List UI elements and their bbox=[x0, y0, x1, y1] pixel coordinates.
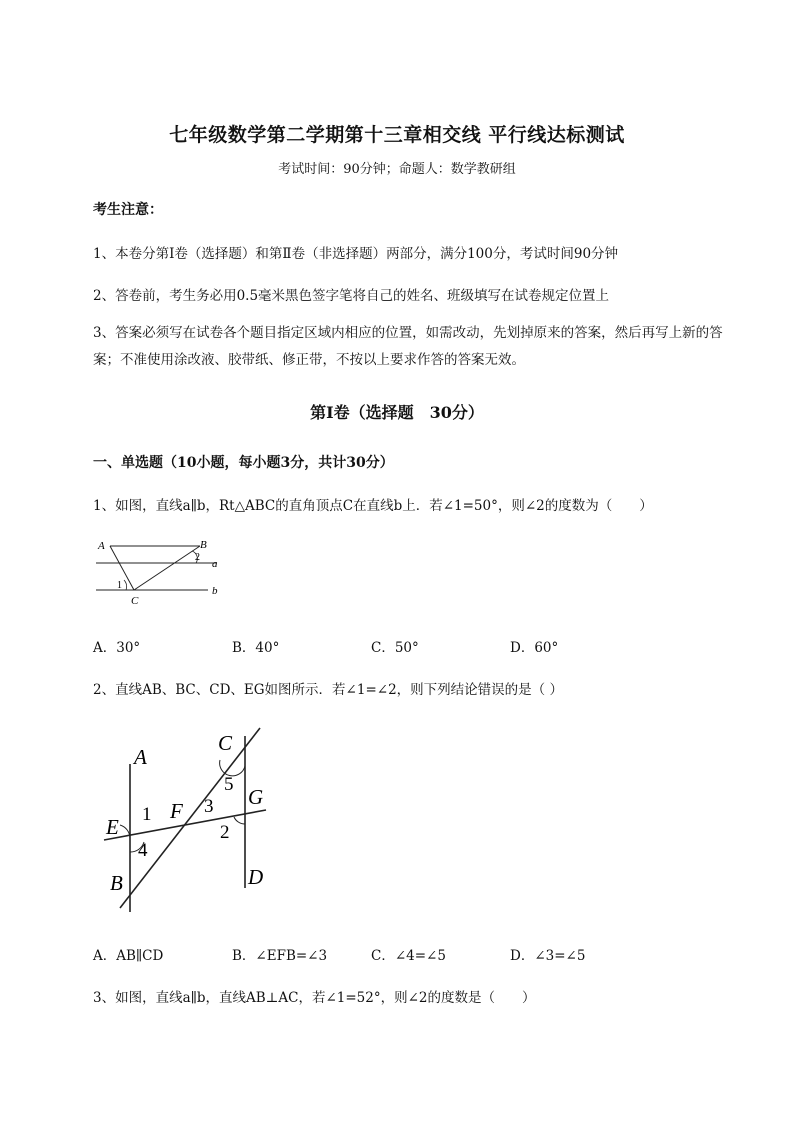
label-angle-2: 2 bbox=[195, 552, 200, 563]
label-B: B bbox=[110, 871, 123, 895]
label-angle-3: 3 bbox=[204, 796, 214, 817]
label-angle-5: 5 bbox=[224, 774, 234, 795]
label-a: a bbox=[212, 558, 218, 570]
label-D: D bbox=[248, 865, 264, 889]
section-title: 第Ⅰ卷（选择题 30分） bbox=[310, 403, 484, 422]
label-G: G bbox=[248, 785, 264, 809]
exam-info: 考试时间：90分钟；命题人：数学教研组 bbox=[278, 162, 516, 177]
question-1-figure bbox=[88, 532, 228, 610]
question-3-stem: 3、如图，直线a∥b，直线AB⊥AC，若∠1=52°，则∠2的度数是（ ） bbox=[93, 990, 536, 1006]
label-E: E bbox=[106, 815, 119, 839]
notice-item: 2、答卷前，考生务必用0.5毫米黑色签字笔将自己的姓名、班级填写在试卷规定位置上 bbox=[93, 288, 610, 304]
q1-option-d: D．60° bbox=[510, 640, 559, 656]
label-F: F bbox=[170, 799, 183, 823]
notice-item: 3、答案必须写在试卷各个题目指定区域内相应的位置，如需改动，先划掉原来的答案，然后再写上新的答案；不准使用涂改液、胶带纸、修正带，不按以上要求作答的答案无效。 bbox=[93, 325, 723, 368]
notice-heading: 考生注意： bbox=[93, 202, 163, 218]
label-C: C bbox=[218, 731, 233, 755]
q1-option-c: C．50° bbox=[371, 640, 419, 656]
label-angle-2: 2 bbox=[220, 822, 230, 843]
label-B: B bbox=[200, 539, 207, 551]
question-2-figure bbox=[100, 722, 280, 922]
q2-option-b: B．∠EFB=∠3 bbox=[232, 948, 328, 964]
q1-option-a: A．30° bbox=[93, 640, 141, 656]
question-1-stem: 1、如图，直线a∥b，Rt△ABC的直角顶点C在直线b上．若∠1=50°，则∠2的度数为（ ） bbox=[93, 498, 653, 514]
label-A: A bbox=[98, 540, 105, 552]
label-angle-1: 1 bbox=[142, 804, 152, 825]
label-A: A bbox=[134, 745, 147, 769]
q2-option-d: D．∠3=∠5 bbox=[510, 948, 586, 964]
q2-option-c: C．∠4=∠5 bbox=[371, 948, 446, 964]
q2-option-a: A．AB∥CD bbox=[93, 948, 164, 964]
label-angle-1: 1 bbox=[117, 580, 122, 591]
label-C: C bbox=[131, 595, 139, 607]
part-title: 一、单选题（10小题，每小题3分，共计30分） bbox=[93, 455, 394, 471]
label-b: b bbox=[212, 585, 218, 597]
notice-item: 1、本卷分第Ⅰ卷（选择题）和第Ⅱ卷（非选择题）两部分，满分100分，考试时间90分钟 bbox=[93, 246, 619, 262]
q1-option-b: B．40° bbox=[232, 640, 280, 656]
question-2-stem: 2、直线AB、BC、CD、EG如图所示．若∠1=∠2，则下列结论错误的是（ ） bbox=[93, 682, 563, 698]
label-angle-4: 4 bbox=[138, 840, 148, 861]
page-title: 七年级数学第二学期第十三章相交线 平行线达标测试 bbox=[169, 124, 625, 146]
